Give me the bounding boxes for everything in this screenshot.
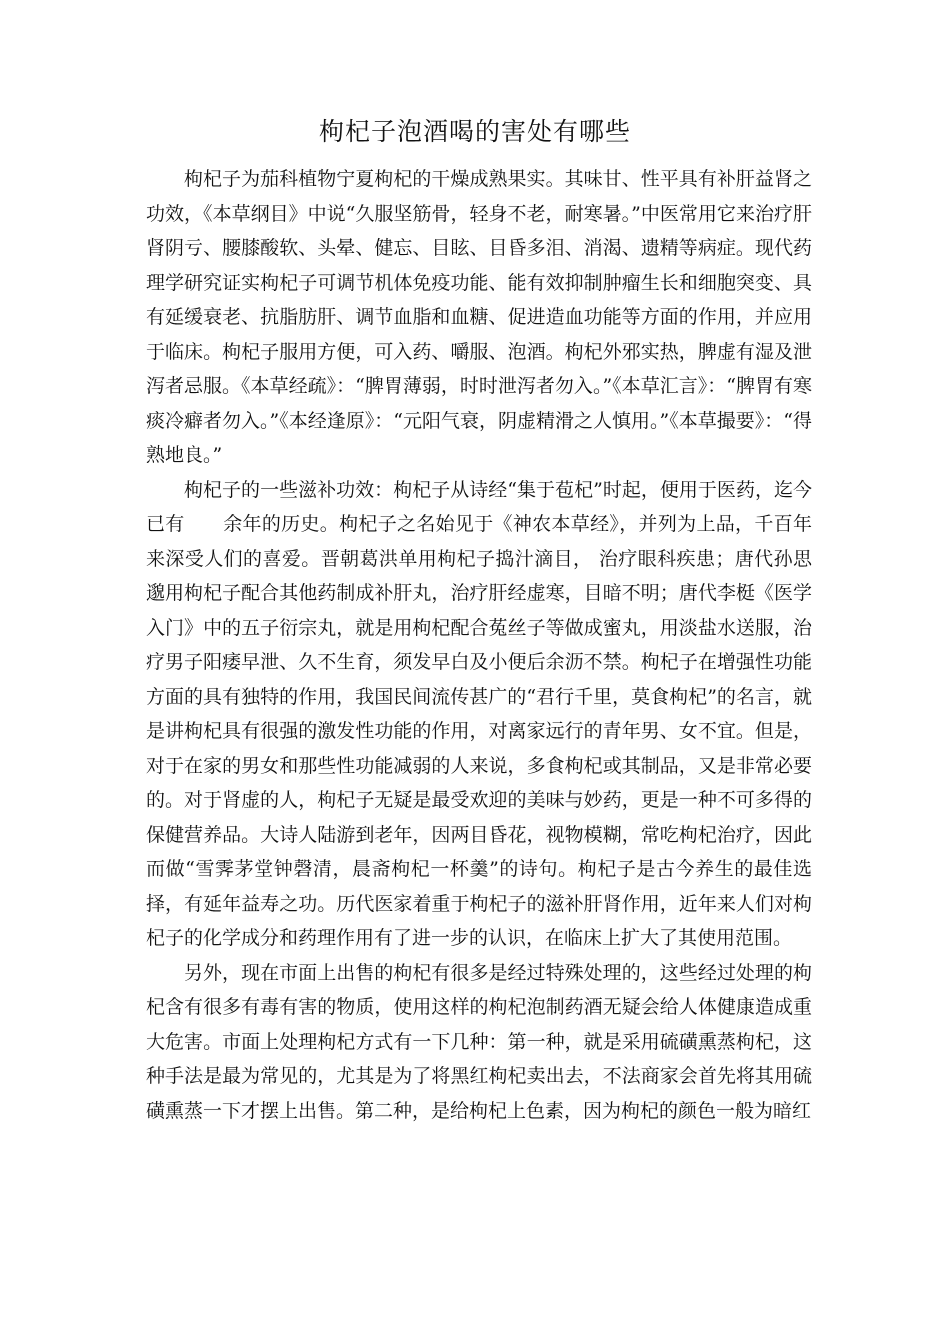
paragraph-processing-hazards: 另外，现在市面上出售的枸杞有很多是经过特殊处理的，这些经过处理的枸杞含有很多有毒有害的物质，使用这样的枸杞泡制药酒无疑会给人体健康造成重大危害。市面上处理枸杞方式有一下几种：第一种，就是采用硫磺熏蒸枸杞，这种手法是最为常见的，尤其是为了将黑红枸杞卖出去，不法商家会首先将其用硫磺熏蒸一下才摆上出售。第二种，是给枸杞上色素，因为枸杞的颜色一般为暗红 — [146, 961, 812, 1122]
paragraph-tonic-effects: 枸杞子的一些滋补功效：枸杞子从诗经“集于苞杞”时起，便用于医药，迄今已有 余年的历史。枸杞子之名始见于《神农本草经》，并列为上品，千百年来深受人们的喜爱。晋朝葛洪单用枸杞子捣汁滴目， 治疗眼科疾患；唐代孙思邈用枸杞子配合其他药制成补肝丸，治疗肝经虚寒，目暗不明；唐代李梃《医学入门》中的五子衍宗丸，就是用枸杞配合菟丝子等做成蜜丸，用淡盐水送服，治疗男子阳痿早泄、久不生育，须发早白及小便后余沥不禁。枸杞子在增强性功能方面的具有独特的作用，我国民间流传甚广的“君行千里，莫食枸杞”的名言，就是讲枸杞具有很强的激发性功能的作用，对离家远行的青年男、女不宜。但是，对于在家的男女和那些性功能减弱的人来说，多食枸杞或其制品，又是非常必要的。对于肾虚的人，枸杞子无疑是最受欢迎的美味与妙药，更是一种不可多得的保健营养品。大诗人陆游到老年，因两目昏花，视物模糊，常吃枸杞治疗，因此而做“雪霁茅堂钟磬清，晨斋枸杞一杯羹”的诗句。枸杞子是古今养生的最佳选择，有延年益寿之功。历代医家着重于枸杞子的滋补肝肾作用，近年来人们对枸杞子的化学成分和药理作用有了进一步的认识，在临床上扩大了其使用范围。 — [146, 478, 812, 949]
document-body — [146, 162, 812, 1128]
paragraph-intro: 枸杞子为茄科植物宁夏枸杞的干燥成熟果实。其味甘、性平具有补肝益肾之功效，《本草纲目》中说“久服坚筋骨，轻身不老，耐寒暑。”中医常用它来治疗肝肾阴亏、腰膝酸软、头晕、健忘、目眩、目昏多泪、消渴、遗精等病症。现代药理学研究证实枸杞子可调节机体免疫功能、能有效抑制肿瘤生长和细胞突变、具有延缓衰老、抗脂肪肝、调节血脂和血糖、促进造血功能等方面的作用，并应用于临床。枸杞子服用方便，可入药、嚼服、泡酒。枸杞外邪实热，脾虚有湿及泄泻者忌服。《本草经疏》：“脾胃薄弱，时时泄泻者勿入。”《本草汇言》：“脾胃有寒痰冷癖者勿入。”《本经逢原》：“元阳气衰，阴虚精滑之人慎用。”《本草撮要》：“得熟地良。” — [146, 168, 812, 466]
document-title: 枸杞子泡酒喝的害处有哪些 — [318, 117, 631, 146]
